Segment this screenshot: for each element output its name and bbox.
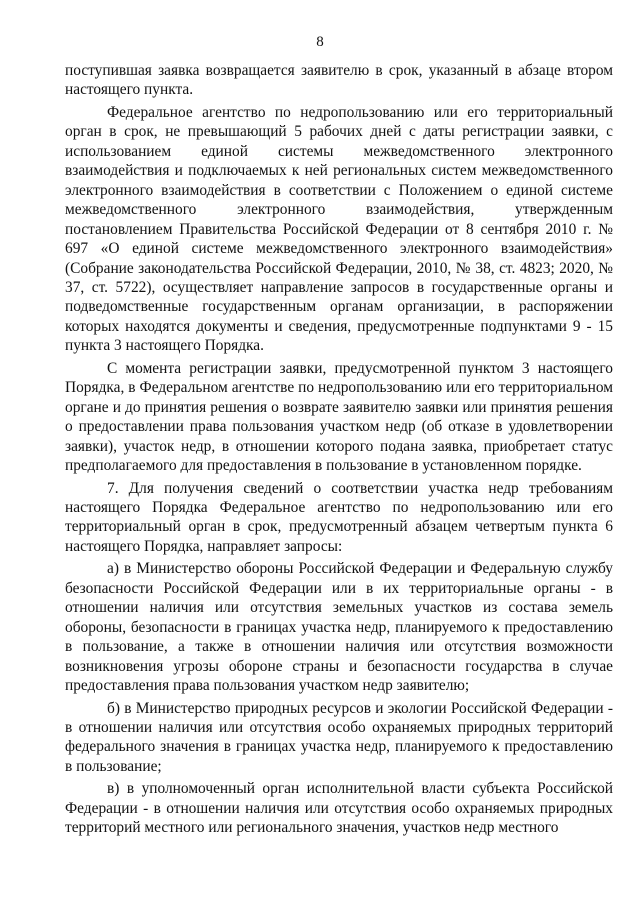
paragraph-subitem-b: б) в Министерство природных ресурсов и экологии Российской Федерации - в отношении наличия или отсутствия особо охраняемых природных территорий федерального значения в границах участка недр, планируемого к предоставлению в пользование; <box>65 699 613 775</box>
paragraph-registration-status: С момента регистрации заявки, предусмотренной пунктом 3 настоящего Порядка, в Федеральном агентстве по недропользованию или его территориальном органе и до принятия решения о возврате заявителю заявки или принятия решения о предоставлении права пользования участком недр (об отказе в удовлетворении заявки), участок недр, в отношении которого подана заявка, приобретает статус предполагаемого для предоставления в пользование в установленном порядке. <box>65 359 613 475</box>
paragraph-subitem-a: а) в Министерство обороны Российской Федерации и Федеральную службу безопасности Российской Федерации или в их территориальные органы - в отношении наличия или отсутствия земельных участков из состава земель обороны, безопасности в границах участка недр, планируемого к предоставлению в пользование, а также в отношении наличия или отсутствия возможности возникновения угрозы обороне страны и безопасности государства в случае предоставления права пользования участком недр заявителю; <box>65 560 613 695</box>
paragraph-subitem-v: в) в уполномоченный орган исполнительной власти субъекта Российской Федерации - в отношении наличия или отсутствия особо охраняемых природных территорий местного или регионального значения, участков недр местного <box>65 780 613 837</box>
paragraph-agency-requests: Федеральное агентство по недропользованию или его территориальный орган в срок, не превышающий 5 рабочих дней с даты регистрации заявки, с использованием единой системы межведомственного электронного взаимодействия и подключаемых к ней региональных систем межведомственного электронного взаимодействия в соответствии с Положением о единой системе межведомственного электронного взаимодействия, утвержденным постановлением Правительства Российской Федерации от 8 сентября 2010 г. № 697 «О единой системе межведомственного электронного взаимодействия» (Собрание законодательства Российской Федерации, 2010, № 38, ст. 4823; 2020, № 37, ст. 5722), осуществляет направление запросов в государственные органы и подведомственные государственным органам организации, в распоряжении которых находятся документы и сведения, предусмотренные подпунктами 9 - 15 пункта 3 настоящего Порядка. <box>65 103 613 355</box>
document-body <box>65 61 613 841</box>
page-number: 8 <box>316 34 324 50</box>
paragraph-item-7: 7. Для получения сведений о соответствии участка недр требованиям настоящего Порядка Федеральное агентство по недропользованию или его территориальный орган в срок, предусмотренный абзацем четвертым пункта 6 настоящего Порядка, направляет запросы: <box>65 479 613 555</box>
paragraph-continuation: поступившая заявка возвращается заявителю в срок, указанный в абзаце втором настоящего пункта. <box>65 62 613 99</box>
